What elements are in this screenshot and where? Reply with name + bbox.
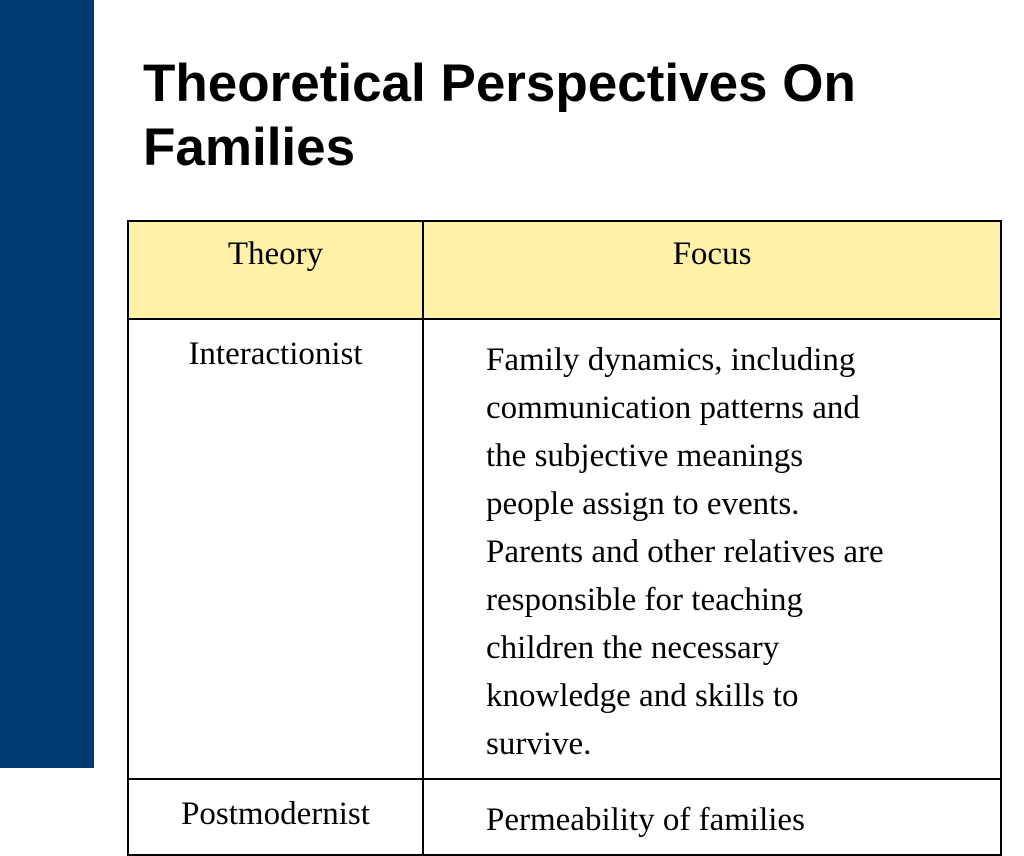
table-header-row [128,221,1001,319]
table-row [128,779,1001,855]
focus-line: communication patterns and [486,390,860,426]
table-row [128,319,1001,779]
header-theory: Theory [128,221,423,319]
focus-line: children the necessary [486,630,780,666]
focus-line: survive. [486,726,592,762]
focus-cell [423,319,1001,779]
header-focus: Focus [423,221,1001,319]
focus-line: knowledge and skills to [486,678,799,714]
theory-cell: Interactionist [128,319,423,779]
focus-line: responsible for teaching [486,582,804,618]
side-accent-bar [0,0,94,768]
focus-line: Family dynamics, including [486,342,856,378]
focus-line: Permeability of families [486,802,805,838]
theory-table [127,220,1002,856]
focus-cell [423,779,1001,855]
focus-line: Parents and other relatives are [486,534,884,570]
theory-table-container [127,220,1000,838]
theory-cell: Postmodernist [128,779,423,855]
slide-title: Theoretical Perspectives On Families [143,54,856,177]
focus-line: the subjective meanings [486,438,804,474]
focus-line: people assign to events. [486,486,800,522]
